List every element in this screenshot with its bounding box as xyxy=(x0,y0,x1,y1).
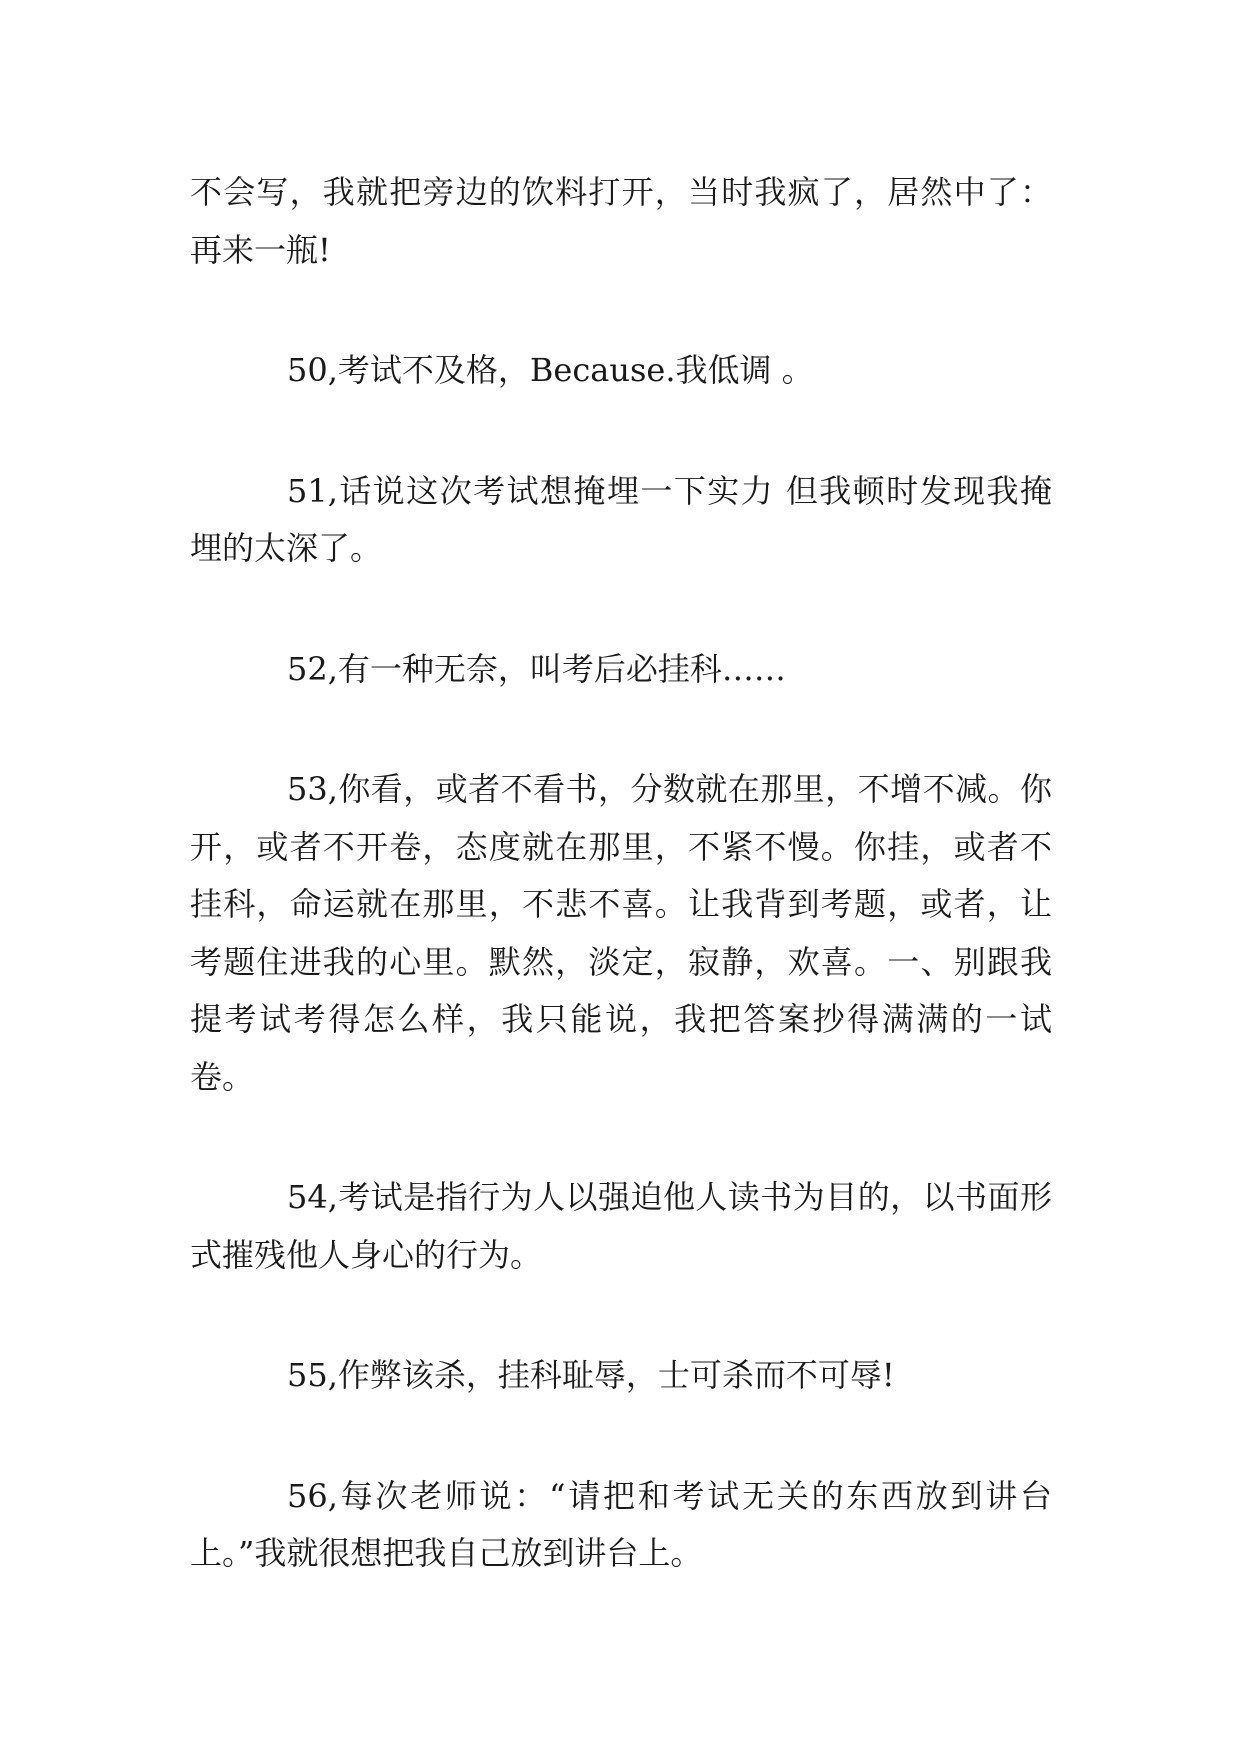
paragraph-continued: 不会写，我就把旁边的饮料打开，当时我疯了，居然中了：再来一瓶! xyxy=(190,173,1052,269)
paragraph-54: 54,考试是指行为人以强迫他人读书为目的，以书面形式摧残他人身心的行为。 xyxy=(190,1178,1052,1274)
paragraph-55: 55,作弊该杀，挂科耻辱，士可杀而不可辱! xyxy=(287,1356,895,1394)
paragraph-52: 52,有一种无奈，叫考后必挂科…… xyxy=(287,649,786,688)
document-page xyxy=(190,164,1052,1646)
paragraph-51: 51,话说这次考试想掩埋一下实力 但我顿时发现我掩埋的太深了。 xyxy=(190,471,1052,567)
paragraph-56: 56,每次老师说：“请把和考试无关的东西放到讲台上。”我就很想把我自己放到讲台上。 xyxy=(190,1476,1052,1572)
paragraph-50: 50,考试不及格，Because.我低调 。 xyxy=(287,351,814,389)
paragraph-53: 53,你看，或者不看书，分数就在那里，不增不减。你开，或者不开卷，态度就在那里，不紧不慢。你挂，或者不挂科，命运就在那里，不悲不喜。让我背到考题，或者，让考题住进我的心里。默然，淡定，寂静，欢喜。一、别跟我提考试考得怎么样，我只能说，我把答案抄得满满的一试卷。 xyxy=(190,770,1052,1096)
